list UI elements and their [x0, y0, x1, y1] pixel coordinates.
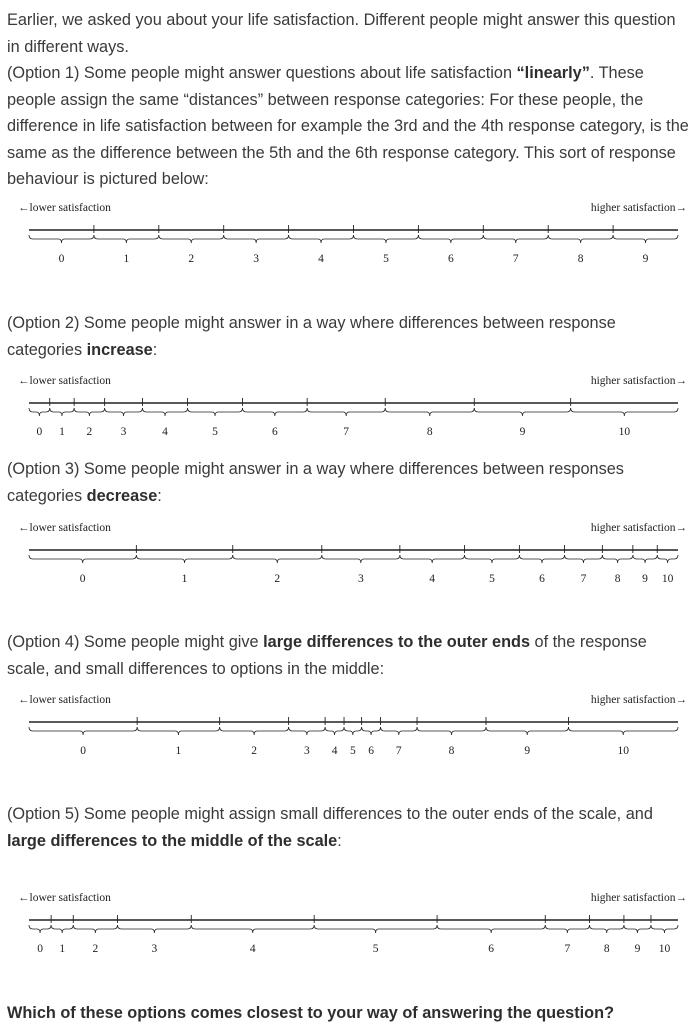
category-label: 0 [79, 573, 86, 585]
category-brace [29, 235, 94, 243]
category-label: 9 [642, 253, 649, 265]
category-label: 7 [395, 745, 402, 757]
category-label: 8 [577, 253, 584, 265]
category-brace [94, 235, 159, 243]
category-brace [51, 925, 73, 933]
category-brace [191, 925, 314, 933]
category-label: 5 [383, 253, 389, 265]
category-label: 0 [37, 943, 43, 955]
category-label: 2 [188, 253, 195, 265]
lower-satisfaction-label: ←lower satisfaction [18, 375, 111, 387]
category-brace [50, 408, 74, 416]
category-brace [483, 235, 548, 243]
option-3-text: (Option 3) Some people might answer in a way where differences between responses categories [7, 460, 624, 505]
category-label: 2 [274, 573, 281, 585]
category-label: 5 [372, 943, 379, 955]
category-brace [545, 925, 589, 933]
category-label: 2 [92, 943, 99, 955]
category-brace [548, 235, 613, 243]
category-brace [220, 727, 289, 735]
category-brace [29, 925, 51, 933]
category-brace [322, 555, 400, 563]
category-label: 8 [614, 573, 621, 585]
category-brace [362, 727, 381, 735]
lower-satisfaction-label: ←lower satisfaction [18, 202, 111, 214]
option-3-text-end: : [157, 486, 162, 505]
category-brace [381, 727, 418, 735]
category-label: 7 [580, 573, 587, 585]
category-brace [233, 555, 322, 563]
option-3-emphasis: decrease [86, 486, 158, 505]
category-label: 4 [331, 745, 338, 757]
category-brace [224, 235, 289, 243]
category-label: 9 [634, 943, 641, 955]
category-brace [73, 925, 117, 933]
category-label: 4 [318, 253, 324, 265]
category-brace [142, 408, 187, 416]
category-brace [242, 408, 307, 416]
category-label: 10 [618, 426, 631, 438]
category-label: 10 [658, 943, 671, 955]
category-label: 5 [349, 745, 356, 757]
category-label: 3 [151, 943, 158, 955]
higher-satisfaction-label: higher satisfaction→ [590, 522, 687, 534]
higher-satisfaction-label: higher satisfaction→ [590, 694, 687, 706]
category-label: 2 [86, 426, 93, 438]
category-brace [417, 727, 486, 735]
option-2-text: (Option 2) Some people might answer in a way where differences between response categories [7, 314, 616, 359]
category-brace [118, 925, 192, 933]
category-label: 6 [539, 573, 545, 585]
category-brace [568, 727, 678, 735]
category-brace [519, 555, 564, 563]
category-brace [651, 925, 678, 933]
category-label: 6 [368, 745, 374, 757]
option-4-text-end: of the response scale, and small differences to options in the middle: [7, 633, 647, 678]
category-brace [29, 727, 137, 735]
category-brace [354, 235, 419, 243]
category-label: 3 [357, 573, 364, 585]
category-label: 7 [343, 426, 350, 438]
category-label: 4 [162, 426, 168, 438]
category-brace [465, 555, 520, 563]
category-label: 1 [59, 943, 66, 955]
option-2-text-end: : [152, 340, 158, 359]
option-4-emphasis: large differences to the outer ends [263, 633, 531, 651]
option-1-emphasis: “linearly” [516, 64, 590, 82]
category-label: 1 [175, 745, 182, 757]
category-label: 4 [249, 943, 256, 955]
closing-question: Which of these options comes closest to your way of answering the question? [7, 1004, 615, 1022]
category-brace [325, 727, 344, 735]
category-label: 5 [212, 426, 218, 438]
option-4-text: (Option 4) Some people might give [7, 633, 264, 651]
category-brace [385, 408, 474, 416]
category-label: 0 [36, 426, 43, 438]
option-2-emphasis: increase [86, 340, 153, 359]
category-brace [29, 555, 136, 563]
category-brace [289, 235, 354, 243]
category-label: 4 [429, 573, 436, 585]
category-label: 10 [617, 745, 629, 757]
category-label: 0 [58, 253, 65, 265]
category-brace [137, 727, 219, 735]
category-brace [29, 408, 50, 416]
category-brace [613, 235, 678, 243]
category-label: 3 [253, 253, 260, 265]
category-brace [602, 555, 632, 563]
category-label: 7 [564, 943, 571, 955]
category-label: 8 [426, 426, 433, 438]
category-brace [657, 555, 678, 563]
option-1-text: (Option 1) Some people might answer questions about life satisfaction [7, 64, 517, 82]
category-label: 9 [524, 745, 531, 757]
category-label: 1 [59, 426, 65, 438]
category-label: 6 [447, 253, 454, 265]
category-brace [565, 555, 603, 563]
category-label: 0 [80, 745, 86, 757]
category-brace [289, 727, 326, 735]
category-brace [418, 235, 483, 243]
category-label: 8 [603, 943, 610, 955]
option-1-text-end: . These people assign the same “distances” between response categories: For these people, the difference in life satisfaction between for example the 3rd and the 4th response category, is the same as the difference between the 5th and the 6th response category. This sort of response behaviour is pictured below: [7, 64, 689, 188]
category-label: 2 [251, 745, 257, 757]
intro-line: Earlier, we asked you about your life satisfaction. Different people might answer this question in different ways. [7, 11, 676, 56]
category-brace [571, 408, 678, 416]
category-label: 6 [271, 426, 278, 438]
category-brace [624, 925, 651, 933]
category-brace [486, 727, 568, 735]
category-label: 9 [519, 426, 526, 438]
higher-satisfaction-label: higher satisfaction→ [590, 892, 687, 904]
category-brace [633, 555, 657, 563]
category-label: 1 [181, 573, 188, 585]
category-brace [437, 925, 545, 933]
category-brace [307, 408, 385, 416]
category-brace [188, 408, 243, 416]
higher-satisfaction-label: higher satisfaction→ [590, 202, 687, 214]
category-label: 1 [123, 253, 130, 265]
category-label: 3 [120, 426, 127, 438]
category-brace [474, 408, 570, 416]
option-5-emphasis: large differences to the middle of the scale [7, 831, 338, 850]
category-label: 9 [642, 573, 648, 585]
category-brace [590, 925, 624, 933]
lower-satisfaction-label: ←lower satisfaction [18, 694, 111, 706]
category-brace [314, 925, 437, 933]
lower-satisfaction-label: ←lower satisfaction [18, 522, 111, 534]
category-label: 6 [488, 943, 495, 955]
option-5-text-end: : [337, 831, 342, 850]
category-brace [344, 727, 362, 735]
lower-satisfaction-label: ←lower satisfaction [18, 892, 111, 904]
option-5-text: (Option 5) Some people might assign small differences to the outer ends of the scale, and [7, 805, 653, 823]
category-label: 8 [448, 745, 455, 757]
category-brace [159, 235, 224, 243]
category-brace [105, 408, 143, 416]
higher-satisfaction-label: higher satisfaction→ [590, 375, 687, 387]
category-brace [74, 408, 104, 416]
category-brace [136, 555, 232, 563]
category-label: 10 [661, 573, 674, 585]
category-brace [400, 555, 465, 563]
category-label: 7 [512, 253, 519, 265]
category-label: 3 [303, 745, 310, 757]
category-label: 5 [489, 573, 495, 585]
